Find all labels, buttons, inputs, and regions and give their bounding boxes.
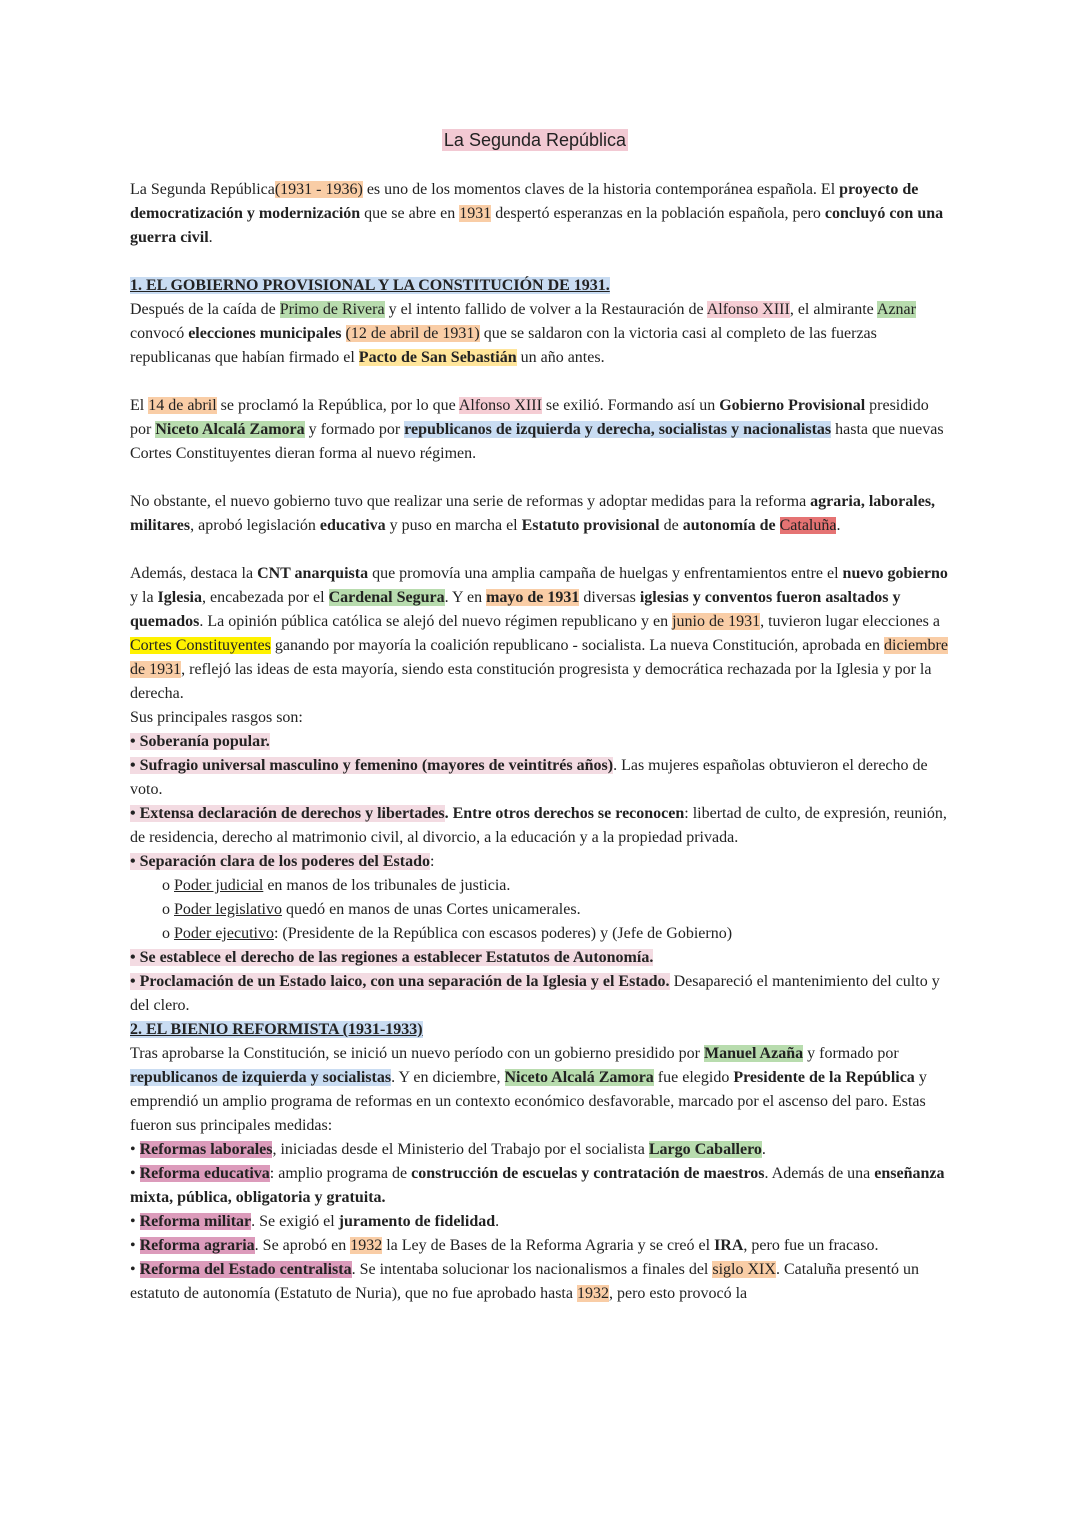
bold-text: Estatuto provisional (521, 517, 660, 534)
sub-item: o Poder legislativo quedó en manos de unas Cortes unicamerales. (162, 901, 581, 918)
highlight-person: Aznar (876, 301, 916, 318)
reform-item: • Reforma agraria. Se aprobó en 1932 la Ley de Bases de la Reforma Agraria y se creó el IRA, pero fue un fracaso. (130, 1237, 879, 1254)
highlight-year: 1932 (350, 1237, 383, 1254)
s1-paragraph-3: No obstante, el nuevo gobierno tuvo que realizar una serie de reformas y adoptar medidas para la reforma agraria, laborales, militares, aprobó legislación educativa y puso en marcha el Estatuto provisional de autonomía de Cataluña. (130, 493, 936, 534)
highlight-place: Cataluña (779, 517, 837, 534)
s1-paragraph-1: Después de la caída de Primo de Rivera y el intento fallido de volver a la Restauración de Alfonso XIII, el almirante Aznar convocó elecciones municipales (12 de abril de 1931) que se saldaron con la victoria casi al completo de las fuerzas republicanas que habían firmado el Pacto de San Sebastián un año antes. (130, 301, 916, 366)
feature-item: • Sufragio universal masculino y femenino (mayores de veintitrés años). Las mujeres españolas obtuvieron el derecho de voto. (130, 757, 928, 798)
section-heading: 1. EL GOBIERNO PROVISIONAL Y LA CONSTITUCIÓN DE 1931. (130, 277, 610, 294)
bold-text: iglesias y conventos fueron asaltados y quemados (130, 589, 901, 630)
bold-text: educativa (319, 517, 386, 534)
bold-text: proyecto de democratización y modernización (130, 181, 919, 222)
intro-paragraph (130, 178, 950, 250)
s1-paragraph-4: Además, destaca la CNT anarquista que promovía una amplia campaña de huelgas y enfrentamientos entre el nuevo gobierno y la Iglesia, encabezada por el Cardenal Segura. Y en mayo de 1931 diversas iglesias y conventos fueron asaltados y quemados. La opinión pública católica se alejó del nuevo régimen republicano y en junio de 1931, tuvieron lugar elecciones a Cortes Constituyentes ganando por mayoría la coalición republicano - socialista. La nueva Constitución, aprobada en diciembre de 1931, reflejó las ideas de esta mayoría, siendo esta constitución progresista y democrática rechazada por la Iglesia y por la derecha. (130, 565, 948, 702)
highlight-date: 14 de abril (148, 397, 217, 414)
highlight-groups: republicanos de izquierda y derecha, socialistas y nacionalistas (404, 421, 832, 438)
highlight-person: Largo Caballero (648, 1141, 762, 1158)
highlight-person: Manuel Azaña (703, 1045, 804, 1062)
text: despertó esperanzas en la población española, pero (491, 205, 825, 222)
bold-text: Gobierno Provisional (719, 397, 866, 414)
highlight-date: junio de 1931 (672, 613, 761, 630)
reform-item: • Reformas laborales, iniciadas desde el Ministerio del Trabajo por el socialista Largo Caballero. (130, 1141, 766, 1158)
reform-item: • Reforma educativa: amplio programa de construcción de escuelas y contratación de maestros. Además de una enseñanza mixta, pública, obligatoria y gratuita. (130, 1165, 945, 1206)
highlight-year: 1932 (576, 1285, 609, 1302)
document-title-wrap (120, 128, 950, 154)
highlight-year: 1931 (459, 205, 492, 222)
highlight-person: Cardenal Segura (328, 589, 445, 606)
feature-item: • Extensa declaración de derechos y libertades. Entre otros derechos se reconocen: libertad de culto, de expresión, reunión, de residencia, derecho al matrimonio civil, al divorcio, a la educación y a la propiedad privada. (130, 805, 947, 846)
text: que se abre en (360, 205, 460, 222)
highlight-date: (12 de abril de 1931) (345, 325, 480, 342)
feature-item: • Soberanía popular. (130, 733, 270, 750)
sub-item: o Poder judicial en manos de los tribunales de justicia. (162, 877, 511, 894)
highlight-person: Primo de Rivera (279, 301, 385, 318)
feature-item: • Se establece el derecho de las regiones a establecer Estatutos de Autonomía. (130, 949, 654, 966)
reform-item: • Reforma del Estado centralista. Se intentaba solucionar los nacionalismos a finales del siglo XIX. Cataluña presentó un estatuto de autonomía (Estatuto de Nuria), que no fue aprobado hasta 1932, pero esto provocó la (130, 1261, 920, 1302)
bold-text: autonomía de (682, 517, 776, 534)
feature-item: • Separación clara de los poderes del Estado: (130, 853, 435, 870)
highlight-person: Niceto Alcalá Zamora (504, 1069, 654, 1086)
section-1-heading (130, 274, 950, 298)
section-heading: 2. EL BIENIO REFORMISTA (1931-1933) (130, 1021, 423, 1038)
bold-text: Presidente de la República (733, 1069, 915, 1086)
sub-item: o Poder ejecutivo: (Presidente de la República con escasos poderes) y (Jefe de Gobierno) (162, 925, 733, 942)
bold-text: agraria, laborales, militares (130, 493, 936, 534)
bold-text: CNT anarquista (257, 565, 369, 582)
highlight-date: siglo XIX (712, 1261, 776, 1278)
s1-paragraph-2: El 14 de abril se proclamó la República, por lo que Alfonso XIII se exilió. Formando así un Gobierno Provisional presidido por Niceto Alcalá Zamora y formado por republicanos de izquierda y derecha, socialistas y nacionalistas hasta que nuevas Cortes Constituyentes dieran forma al nuevo régimen. (130, 397, 944, 462)
section-2-heading (130, 1018, 950, 1042)
highlight-person: Alfonso XIII (458, 397, 542, 414)
highlight-groups: republicanos de izquierda y socialistas (130, 1069, 392, 1086)
text: La Segunda República (130, 181, 275, 198)
rasgos-intro: Sus principales rasgos son: (130, 709, 303, 726)
bold-text: Iglesia (157, 589, 202, 606)
highlight-person: Alfonso XIII (706, 301, 790, 318)
highlight-date: mayo de 1931 (486, 589, 580, 606)
highlight-date: diciembre de 1931 (130, 637, 948, 678)
feature-item: • Proclamación de un Estado laico, con una separación de la Iglesia y el Estado. Desapareció el mantenimiento del culto y del clero. (130, 973, 940, 1014)
highlight-event: Cortes Constituyentes (130, 637, 271, 654)
reform-item: • Reforma militar. Se exigió el juramento de fidelidad. (130, 1213, 500, 1230)
bold-text: nuevo gobierno (842, 565, 948, 582)
highlight-person: Niceto Alcalá Zamora (155, 421, 305, 438)
text: es uno de los momentos claves de la historia contemporánea española. El (362, 181, 840, 198)
document-title: La Segunda República (443, 130, 627, 150)
document-page (130, 128, 950, 1306)
highlight-years: (1931 - 1936) (274, 181, 363, 198)
bold-text: elecciones municipales (188, 325, 342, 342)
bold-text: concluyó con una guerra civil (130, 205, 944, 246)
s2-paragraph-1: Tras aprobarse la Constitución, se inició un nuevo período con un gobierno presidido por Manuel Azaña y formado por republicanos de izquierda y socialistas. Y en diciembre, Niceto Alcalá Zamora fue elegido Presidente de la República y emprendió un amplio programa de reformas en un contexto económico desfavorable, marcado por el ascenso del paro. Estas fueron sus principales medidas: (130, 1045, 927, 1134)
highlight-event: Pacto de San Sebastián (358, 349, 517, 366)
text: . (208, 229, 213, 246)
